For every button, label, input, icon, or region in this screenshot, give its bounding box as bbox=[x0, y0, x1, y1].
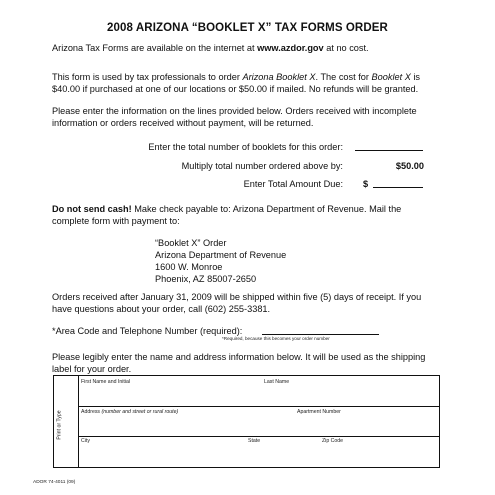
dollar-sign: $ bbox=[363, 179, 369, 189]
mail-address-line-3: 1600 W. Monroe bbox=[155, 262, 223, 272]
address-label: Address bbox=[81, 409, 102, 415]
instructions-line-2: information or orders received without payment, will be returned. bbox=[52, 118, 314, 128]
total-booklets-field[interactable] bbox=[355, 141, 423, 151]
state-field[interactable] bbox=[248, 438, 260, 444]
payment-line-1 bbox=[52, 203, 401, 215]
mail-address-line-2: Arizona Department of Revenue bbox=[155, 250, 287, 260]
payment-line-2: complete form with payment to: bbox=[52, 216, 180, 226]
form-number: ADOR 74-4011 (09) bbox=[33, 480, 76, 485]
amount-due-field[interactable] bbox=[373, 178, 423, 188]
purpose-line-2: $40.00 if purchased at one of our locations or $50.00 if mailed. No refunds will be granted. bbox=[52, 84, 419, 94]
shipping-line-2: have questions about your order, call (602) 255-3381. bbox=[52, 304, 271, 314]
form-side-divider bbox=[78, 376, 79, 467]
purpose-text-a: This form is used by tax professionals to order bbox=[52, 72, 243, 82]
last-name-field[interactable] bbox=[264, 379, 289, 385]
city-label: City bbox=[81, 438, 90, 444]
state-label: State bbox=[248, 438, 261, 444]
booklet-name: Arizona Booklet X bbox=[242, 72, 316, 82]
form-row-divider-2 bbox=[78, 436, 439, 437]
city-field[interactable] bbox=[81, 438, 90, 444]
mail-address-line-4: Phoenix, AZ 85007-2650 bbox=[155, 274, 257, 284]
website-link[interactable]: www.azdor.gov bbox=[257, 43, 324, 53]
address-hint: (number and street or rural route) bbox=[101, 409, 179, 415]
total-booklets-label: Enter the total number of booklets for this order: bbox=[148, 142, 343, 152]
price-value: $50.00 bbox=[395, 161, 424, 171]
page-title: 2008 ARIZONA “BOOKLET X” TAX FORMS ORDER bbox=[107, 22, 388, 34]
mail-address-line-1: “Booklet X” Order bbox=[155, 238, 227, 248]
intro-post: at no cost. bbox=[323, 43, 369, 53]
intro-pre: Arizona Tax Forms are available on the internet at bbox=[52, 43, 258, 53]
apartment-label: Apartment Number bbox=[297, 409, 341, 415]
zip-field[interactable] bbox=[322, 438, 343, 444]
shipping-label-form bbox=[53, 375, 440, 468]
booklet-name-2: Booklet X bbox=[371, 72, 411, 82]
form-row-divider-1 bbox=[78, 406, 439, 407]
zip-label: Zip Code bbox=[322, 438, 344, 444]
phone-label: *Area Code and Telephone Number (required): bbox=[52, 326, 243, 336]
purpose-text-c: . The cost for bbox=[315, 72, 372, 82]
print-or-type-label: Print or Type bbox=[56, 410, 63, 440]
phone-field[interactable] bbox=[262, 325, 379, 335]
label-instructions-line-1: Please legibly enter the name and address information below. It will be used as the shipping bbox=[52, 352, 426, 362]
purpose-text-e: is bbox=[410, 72, 421, 82]
label-instructions-line-2: label for your order. bbox=[52, 364, 132, 374]
shipping-line-1: Orders received after January 31, 2009 will be shipped within five (5) days of receipt. If you bbox=[52, 292, 422, 302]
last-name-label: Last Name bbox=[264, 379, 290, 385]
apartment-field[interactable] bbox=[297, 409, 341, 415]
payment-text: Make check payable to: Arizona Department of Revenue. Mail the bbox=[131, 204, 402, 214]
no-cash-warning: Do not send cash! bbox=[52, 204, 132, 214]
first-name-label: First Name and Initial bbox=[81, 379, 131, 385]
instructions-line-1: Please enter the information on the lines provided below. Orders received with incomplete bbox=[52, 106, 417, 116]
multiply-label: Multiply total number ordered above by: bbox=[181, 161, 343, 171]
intro-text bbox=[52, 42, 369, 54]
phone-note: *Required, because this becomes your order number bbox=[222, 336, 330, 341]
first-name-field[interactable] bbox=[81, 379, 130, 385]
address-field[interactable] bbox=[81, 409, 178, 415]
amount-due-label: Enter Total Amount Due: bbox=[243, 179, 343, 189]
purpose-line-1 bbox=[52, 71, 420, 83]
